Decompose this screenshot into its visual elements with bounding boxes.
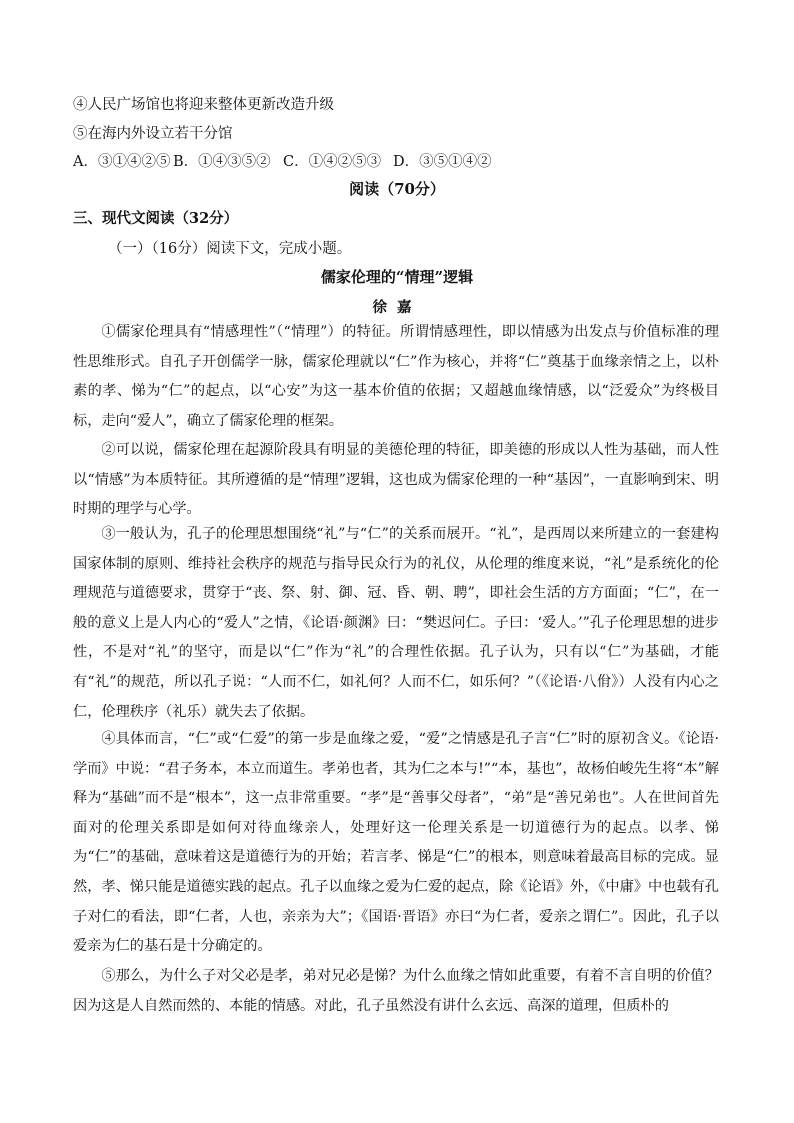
answer-option-a: A．③①④②⑤ [73, 154, 171, 170]
article-author: 徐嘉 [372, 299, 422, 316]
answer-options [73, 150, 492, 171]
section-heading: 阅读（70分） [349, 180, 445, 198]
answer-option-c: C．①④②⑤③ [283, 154, 382, 170]
paragraph-1: ①儒家伦理具有“情感理性”（“情理”）的特征。所谓情感理性，即以情感为出发点与价值标准的理性思维形式。自孔子开创儒学一脉，儒家伦理就以“仁”作为核心，并将“仁”奠基于血缘亲情之上，以朴素的孝、悌为“仁”的起点，以“心安”为这一基本价值的依据；又超越血缘情感，以“泛爱众”为终极目标，走向“爱人”，确立了儒家伦理的框架。 [73, 324, 719, 429]
option-item-4: ④人民广场馆也将迎来整体更新改造升级 [73, 97, 334, 113]
sub-heading: （一）（16分）阅读下文，完成小题。 [108, 241, 352, 257]
paragraph-4: ④具体而言，“仁”或“仁爱”的第一步是血缘之爱，“爱”之情感是孔子言“仁”时的原初含义。《论语·学而》中说：“君子务本，本立而道生。孝弟也者，其为仁之本与!”“本，基也”，故杨伯峻先生将“本”解释为“基础”而不是“根本”，这一点非常重要。“孝”是“善事父母者”，“弟”是“善兄弟也”。人在世间首先面对的伦理关系即是如何对待血缘亲人，处理好这一伦理关系是一切道德行为的起点。以孝、悌为“仁”的基础，意味着这是道德行为的开始；若言孝、悌是“仁”的根本，则意味着最高目标的完成。显然，孝、悌只能是道德实践的起点。孔子以血缘之爱为仁爱的起点，除《论语》外，《中庸》中也载有孔子对仁的看法，即“仁者，人也，亲亲为大”；《国语·晋语》亦曰“为仁者，爱亲之谓仁”。因此，孔子以爱亲为仁的基石是十分确定的。 [73, 731, 719, 955]
answer-option-d: D．③⑤①④② [393, 154, 492, 170]
article-title: 儒家伦理的“情理”逻辑 [320, 268, 474, 286]
option-item-5: ⑤在海内外设立若干分馆 [73, 126, 233, 142]
part-heading: 三、现代文阅读（32分） [73, 210, 239, 227]
answer-option-b: B．①④③⑤② [173, 154, 271, 170]
paragraph-5: ⑤那么，为什么子对父必是孝，弟对兄必是悌？为什么血缘之情如此重要，有着不言自明的价值？因为这是人自然而然的、本能的情感。对此，孔子虽然没有讲什么玄远、高深的道理，但质朴的 [73, 968, 719, 1014]
paragraph-3: ③一般认为，孔子的伦理思想围绕“礼”与“仁”的关系而展开。“礼”，是西周以来所建立的一套建构国家体制的原则、维持社会秩序的规范与指导民众行为的礼仪，从伦理的维度来说，“礼”是系统化的伦理规范与道德要求，贯穿于“丧、祭、射、御、冠、昏、朝、聘”，即社会生活的方方面面；“仁”，在一般的意义上是人内心的“爱人”之情，《论语·颜渊》曰：“樊迟问仁。子曰：‘爱人。’”孔子伦理思想的进步性，不是对“礼”的坚守，而是以“仁”作为“礼”的合理性依据。孔子认为，只有以“仁”为基础，才能有“礼”的规范，所以孔子说：“人而不仁，如礼何？人而不仁，如乐何？”（《论语·八佾》）人没有内心之仁，伦理秩序（礼乐）就失去了依据。 [73, 526, 719, 720]
paragraph-2: ②可以说，儒家伦理在起源阶段具有明显的美德伦理的特征，即美德的形成以人性为基础，而人性以“情感”为本质特征。其所遵循的是“情理”逻辑，这也成为儒家伦理的一种“基因”，一直影响到宋、明时期的理学与心学。 [73, 442, 719, 518]
